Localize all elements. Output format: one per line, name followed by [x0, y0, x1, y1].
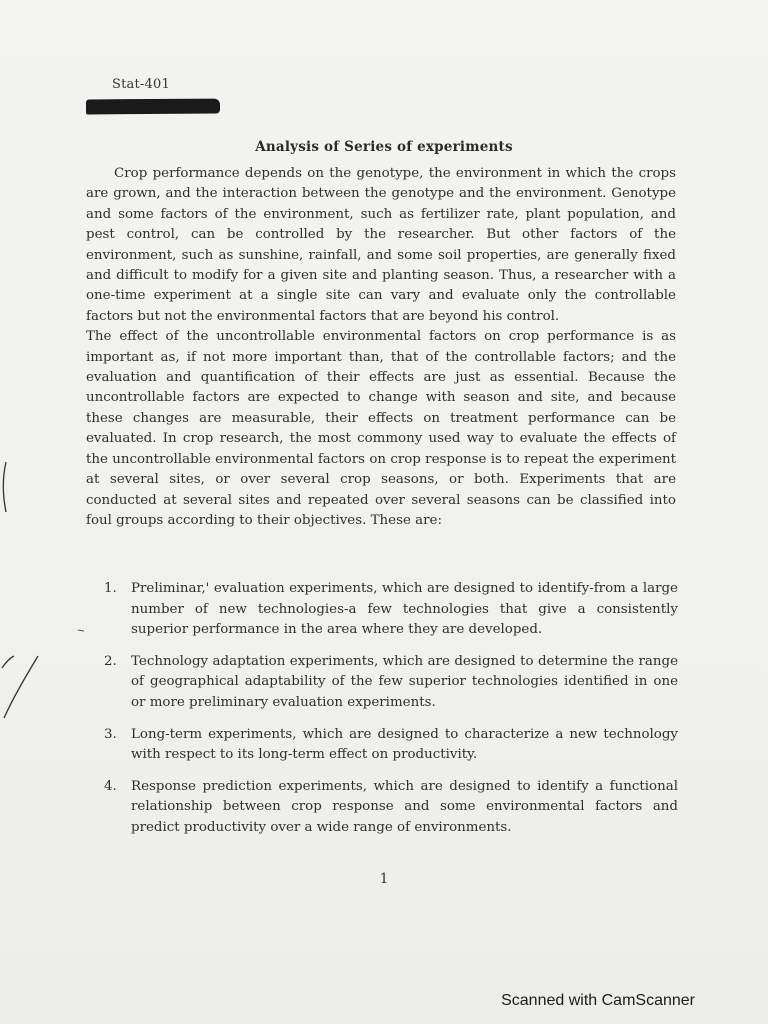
margin-bracket-mark: [3, 462, 6, 512]
list-item: [104, 579, 678, 641]
list-item-number: 4.: [104, 778, 117, 794]
list-item-number: 2.: [104, 653, 117, 669]
margin-check-mark: [2, 656, 14, 668]
list-item-text: Preliminar,' evaluation experiments, which are designed to identify-from a large number of new technologies-a few technologies that give a consistently superior performance in the area where they are developed.: [131, 581, 678, 638]
list-item-text: Technology adaptation experiments, which are designed to determine the range of geographical adaptability of the few superior technologies identified in one or more preliminary evaluation experiments.: [131, 653, 678, 710]
list-item: [104, 777, 678, 839]
paragraph: The effect of the uncontrollable environmental factors on crop performance is as important as, if not more important than, that of the controllable factors; and the evaluation and quantification of their effects are just as essential. Because the uncontrollable factors are expected to change with season and site, and because these changes are measurable, their effects on treatment performance can be evaluated. In crop research, the most commony used way to evaluate the effects of the uncontrollable environmental factors on crop response is to repeat the experiment at several sites, or over several crop seasons, or both. Experiments that are conducted at several sites and repeated over several seasons can be classified into foul groups according to their objectives. These are:: [86, 329, 676, 528]
list-item-text: Response prediction experiments, which are designed to identify a functional relationship between crop response and some environmental factors and predict productivity over a wide range of environments.: [131, 778, 678, 835]
course-code: Stat-401: [112, 77, 170, 92]
redacted-name-bar: [86, 99, 220, 115]
margin-slash-mark: [4, 656, 38, 718]
list-item-number: 1.: [104, 581, 117, 596]
list-item: [104, 652, 678, 714]
list-item: [104, 725, 678, 766]
experiment-types-list: [104, 579, 678, 850]
page-number: 1: [379, 871, 389, 887]
paragraph: Crop performance depends on the genotype, the environment in which the crops are grown, and the interaction between the genotype and the environment. Genotype and some factors of the environment, such as fertilizer rate, plant population, and pest control, can be controlled by the researcher. But other factors of the environment, such as sunshine, rainfall, and some soil properties, are generally fixed and difficult to modify for a given site and planting season. Thus, a researcher with a one-time experiment at a single site can vary and evaluate only the controllable factors but not the environmental factors that are beyond his control.: [86, 166, 676, 324]
list-item-number: 3.: [104, 726, 117, 742]
margin-dash-mark: [78, 630, 84, 631]
document-title: Analysis of Series of experiments: [255, 139, 513, 155]
list-item-text: Long-term experiments, which are designed to characterize a new technology with respect to its long-term effect on productivity.: [131, 726, 678, 763]
body-text: [86, 164, 676, 531]
scanner-watermark: Scanned with CamScanner: [501, 992, 695, 1009]
